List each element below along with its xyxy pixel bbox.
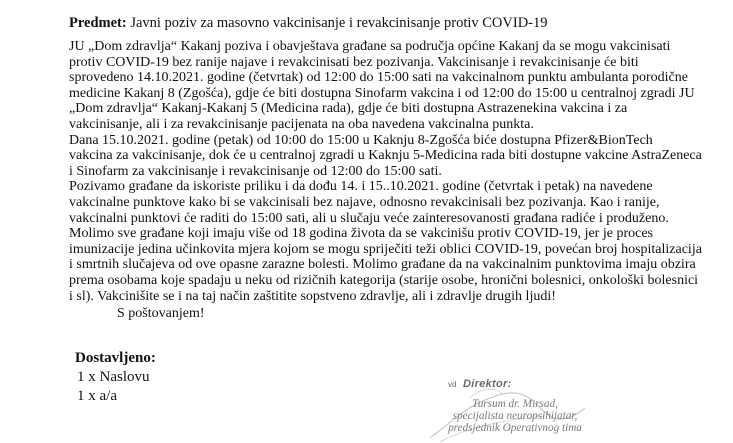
distribution-block	[75, 349, 156, 406]
subject-label: Predmet:	[69, 15, 127, 31]
stamp-block	[430, 398, 600, 434]
distribution-item: 1 x a/a	[77, 388, 117, 404]
body-line: medicine Kakanj 8 (Zgošća), gdje će biti dostupna Sinofarm vakcina i od 12:00 do 15:00 u centralnoj zgradi JU	[69, 85, 695, 101]
body-line: vakcinalni punktovi će raditi do 15:00 sati, ali u slučaju veće zainteresovanosti građana radiće i produženo.	[69, 210, 669, 226]
body-line: i Sinofarm za vakcinisanje i revakcinisanje od 12:00 do 15:00 sati.	[69, 163, 442, 179]
body-line: Molimo sve građane koji imaju više od 18 godina života da se vakcinišu protiv COVID-19, jer je proces	[69, 226, 653, 242]
body-line: Pozivamo građane da iskoriste priliku i da dođu 14. i 15..10.2021. godine (četvrtak i petak) na navedene	[69, 179, 653, 195]
body-line: Dana 15.10.2021. godine (petak) od 10:00 do 15:00 u Kaknju 8-Zgošća biće dostupna Pfizer&BionTech	[69, 132, 653, 148]
paragraph-2	[69, 132, 702, 180]
stamp-line: predsjednik Operativnog tima	[448, 422, 582, 434]
body-line: sprovedeno 14.10.2021. godine (četvrtak) od 12:00 do 15:00 sati na vakcinalnom punktu ambulanta porodične	[69, 70, 688, 86]
stamp-title: Direktor:	[463, 378, 512, 390]
body-line: JU „Dom zdravlja“ Kakanj poziva i obavještava građane sa područja općine Kakanj da se mogu vakcinisati	[69, 39, 671, 54]
body-line: i smrtnih slučajeva od ove opasne zarazne bolesti. Molimo građane da na vakcinalnim punktovima imaju obzira	[69, 257, 696, 273]
body-line: imunizacije jedina učinkovita mjera kojom se mogu spriječiti teži oblici COVID-19, povećan broj hospitalizacija	[69, 241, 702, 257]
subject-text: Javni poziv za masovno vakcinisanje i revakcinisanje protiv COVID-19	[130, 15, 548, 31]
body-line: vakcina za vakcinisanje, dok će u centralnoj zgradi u Kaknju 5-Medicina rada biti dostupne vakcine AstraZeneca	[69, 148, 702, 164]
body-line: „Dom zdravlja“ Kakanj-Kakanj 5 (Medicina rada), gdje će biti dostupna Astrazenekina vakcina i za	[69, 101, 628, 117]
stamp-prefix: vd	[448, 380, 457, 389]
body-line: vakcinisanje, ali i za revakcinisanje pacijenata na oba navedena vakcinalna punkta.	[69, 116, 534, 132]
body-line: protiv COVID-19 bez ranije najave i revakcinisati bez pozivanja. Vakcinisanje i revakcinisanje će biti	[69, 54, 639, 70]
distribution-item: 1 x Naslovu	[77, 369, 150, 385]
paragraph-3	[69, 179, 677, 226]
paragraph-1	[69, 39, 695, 133]
letter-body	[69, 39, 702, 304]
body-line: i sl). Vakcinišite se i na taj način zaštitite sopstveno zdravlje, ali i zdravlje drugih ljudi!	[69, 288, 556, 304]
body-line: prema osobama koje spadaju u neku od rizičnih kategorija (starije osobe, hronični bolesnici, onkološki bolesnici	[69, 272, 699, 288]
body-line: vakcinalne punktove kako bi se vakcinisali bez najave, odnosno revakcinisali bez pozivanja. Kao i ranije,	[69, 194, 660, 210]
distribution-title: Dostavljeno:	[75, 350, 156, 366]
closing-greeting: S poštovanjem!	[117, 306, 205, 321]
paragraph-4	[69, 226, 702, 304]
signature-icon	[410, 368, 610, 443]
subject-line	[69, 14, 548, 32]
stamp-line: specijalista neuropsihijatar,	[452, 410, 578, 422]
stamp-line: Tursum dr. Mirsad,	[472, 398, 558, 410]
